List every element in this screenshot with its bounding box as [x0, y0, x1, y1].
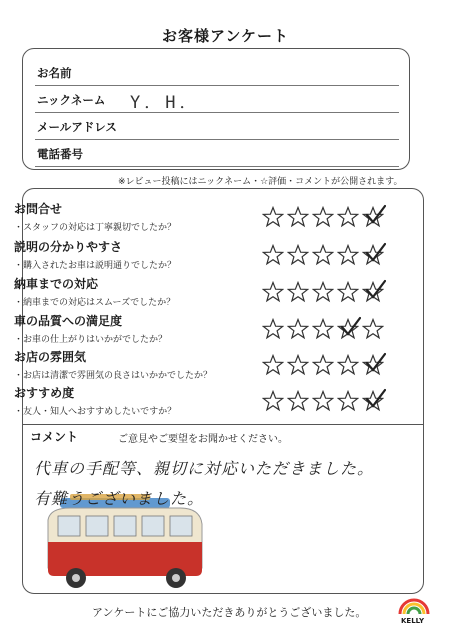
question-title: 納車までの対応: [14, 277, 99, 291]
star-icon[interactable]: [287, 318, 309, 340]
question-subtitle: ・スタッフの対応は丁寧親切でしたか？: [14, 223, 177, 233]
star-icon[interactable]: [262, 281, 284, 303]
star-icon[interactable]: [362, 318, 384, 340]
email-label: メールアドレス: [37, 120, 117, 134]
star-icon[interactable]: [312, 318, 334, 340]
question-2: [14, 238, 264, 271]
star-rating[interactable]: [262, 206, 392, 228]
question-subtitle: ・お店は清潔で雰囲気の良さはいかかでしたか？: [14, 371, 213, 381]
check-mark-icon: [364, 242, 386, 264]
nickname-label: ニックネーム: [37, 93, 106, 107]
comment-label: コメント: [30, 428, 82, 445]
question-title: お店の雰囲気: [14, 350, 87, 364]
star-rating[interactable]: [262, 390, 392, 412]
email-row: [35, 113, 399, 140]
comment-hint: ご意見やご要望をお聞かせください。: [118, 434, 288, 445]
comment-line-1: 代車の手配等、親切に対応いただきました。: [34, 459, 375, 478]
star-icon[interactable]: [337, 206, 359, 228]
comment-line-2: 有難うございました。: [34, 489, 205, 508]
question-title: 説明の分かりやすさ: [14, 240, 123, 254]
check-mark-icon: [339, 316, 361, 338]
disclosure-note: ※レビュー投稿にはニックネーム・☆評価・コメントが公開されます。: [118, 177, 403, 187]
question-3: [14, 275, 264, 308]
star-rating[interactable]: [262, 244, 392, 266]
star-icon[interactable]: [312, 281, 334, 303]
question-subtitle: ・友人・知人へおすすめしたいですか？: [14, 407, 177, 417]
customer-info-box: [22, 48, 410, 170]
star-icon[interactable]: [362, 281, 384, 303]
star-icon[interactable]: [312, 354, 334, 376]
star-icon[interactable]: [362, 390, 384, 412]
star-icon[interactable]: [287, 244, 309, 266]
star-icon[interactable]: [287, 354, 309, 376]
logo-text: KELLY: [401, 617, 425, 625]
star-rating[interactable]: [262, 281, 392, 303]
star-icon[interactable]: [287, 281, 309, 303]
handwritten-comment: [34, 454, 414, 514]
star-icon[interactable]: [312, 390, 334, 412]
nickname-row: [35, 86, 399, 113]
star-icon[interactable]: [337, 318, 359, 340]
star-icon[interactable]: [337, 244, 359, 266]
question-4: [14, 312, 264, 345]
name-row: [35, 59, 399, 86]
check-mark-icon: [364, 352, 386, 374]
question-title: 車の品質への満足度: [14, 314, 123, 328]
phone-row: [35, 140, 399, 167]
nickname-value: Y．H．: [130, 93, 201, 113]
question-subtitle: ・納車までの対応はスムーズでしたか？: [14, 298, 176, 308]
question-title: お問合せ: [14, 202, 63, 216]
star-icon[interactable]: [362, 354, 384, 376]
question-subtitle: ・購入されたお車は説明通りでしたか？: [14, 261, 177, 271]
question-subtitle: ・お車の仕上がりはいかがでしたか？: [14, 335, 168, 345]
star-rating[interactable]: [262, 354, 392, 376]
name-label: お名前: [37, 66, 72, 80]
star-icon[interactable]: [337, 390, 359, 412]
star-icon[interactable]: [287, 206, 309, 228]
star-icon[interactable]: [262, 244, 284, 266]
question-1: [14, 200, 264, 233]
star-icon[interactable]: [262, 390, 284, 412]
thank-you-footer: アンケートにご協力いただきありがとうございました。: [92, 606, 367, 619]
rainbow-logo-icon: [398, 596, 430, 616]
question-5: [14, 348, 264, 381]
survey-title: お客様アンケート: [161, 27, 290, 45]
star-icon[interactable]: [362, 206, 384, 228]
star-icon[interactable]: [312, 244, 334, 266]
star-icon[interactable]: [337, 281, 359, 303]
star-icon[interactable]: [262, 354, 284, 376]
check-mark-icon: [364, 388, 386, 410]
star-icon[interactable]: [337, 354, 359, 376]
star-icon[interactable]: [312, 206, 334, 228]
star-icon[interactable]: [262, 206, 284, 228]
question-6: [14, 384, 264, 417]
check-mark-icon: [364, 279, 386, 301]
phone-label: 電話番号: [37, 147, 83, 161]
star-icon[interactable]: [287, 390, 309, 412]
star-icon[interactable]: [262, 318, 284, 340]
check-mark-icon: [364, 204, 386, 226]
star-icon[interactable]: [362, 244, 384, 266]
star-rating[interactable]: [262, 318, 392, 340]
question-title: おすすめ度: [14, 386, 75, 400]
